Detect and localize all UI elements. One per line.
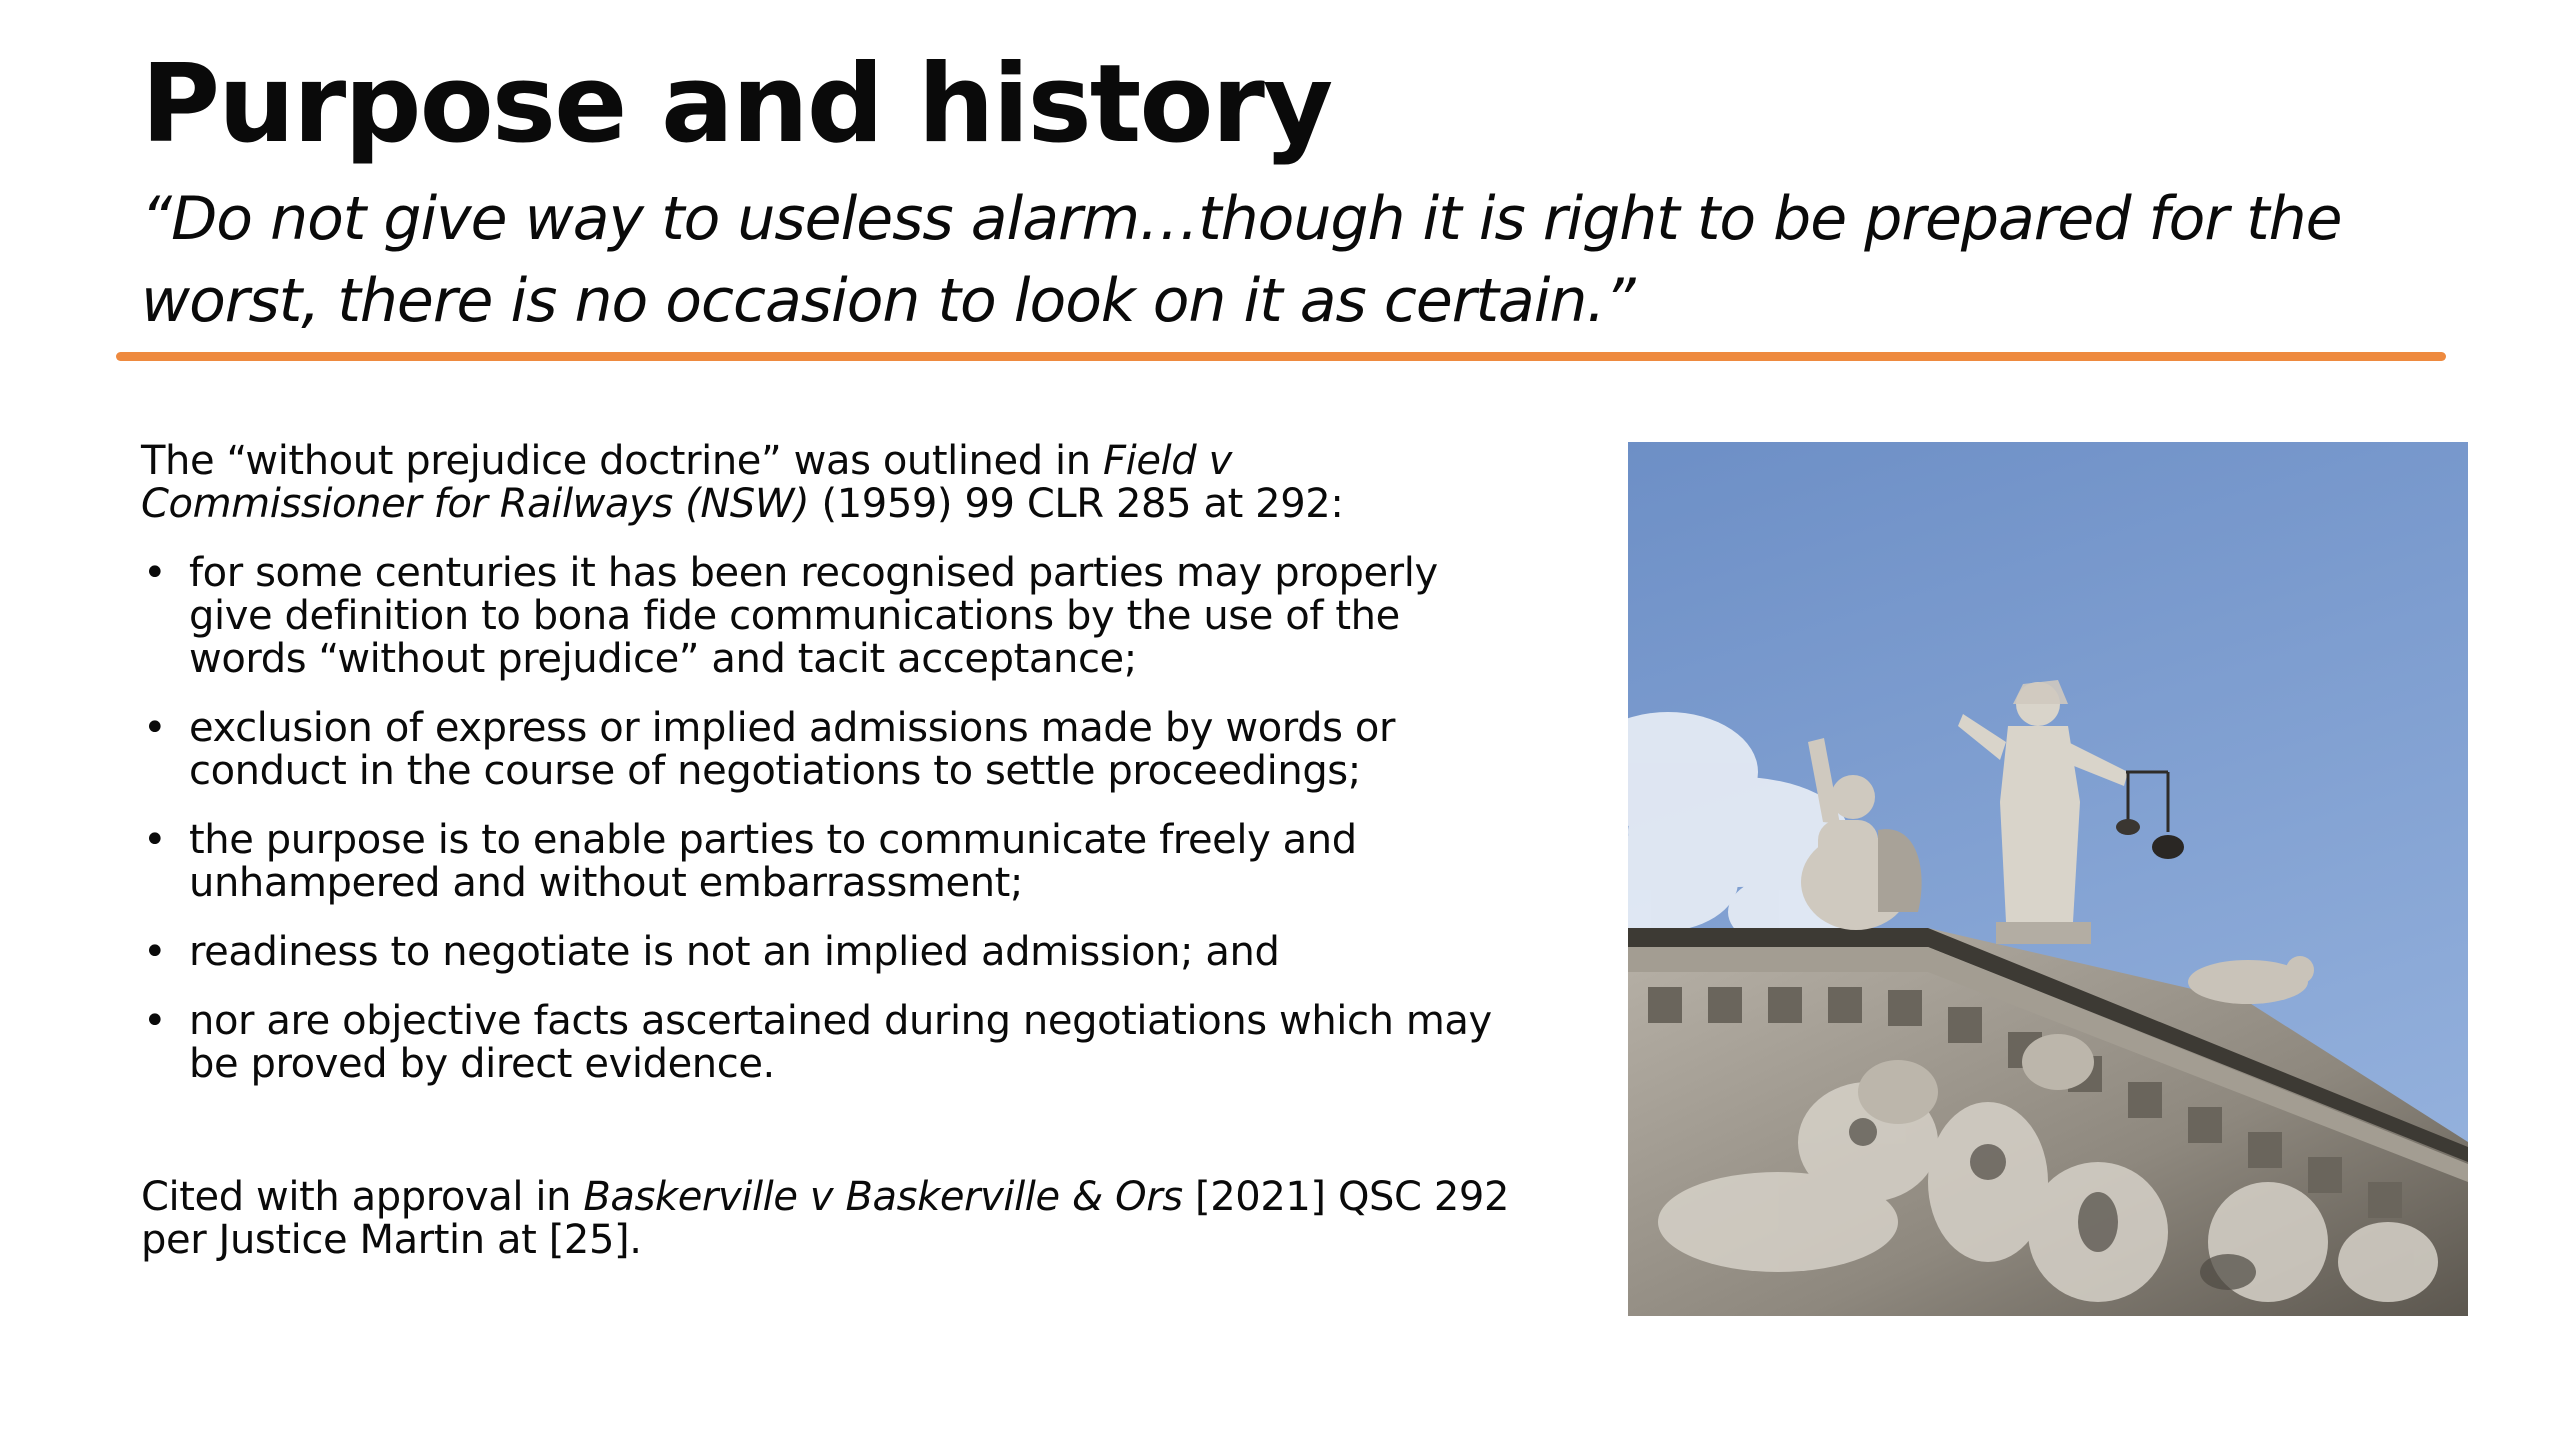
- slide-quote: [141, 178, 2471, 342]
- bullet-item: [141, 819, 1521, 905]
- quote-line-1: “Do not give way to useless alarm…though it is right to be prepared for the: [141, 184, 2342, 254]
- intro-text-2: (1959) 99 CLR 285 at 292:: [809, 481, 1344, 527]
- cited-text-2: [2021] QSC 292 per Justice Martin at [25].: [141, 1174, 1510, 1263]
- bullet-text: for some centuries it has been recognised parties may properly give definition to bona fide communications by the use of the words “without prejudice” and tacit acceptance;: [189, 550, 1438, 682]
- justice-statue-photo: [1628, 442, 2468, 1316]
- bullet-icon: •: [143, 817, 167, 863]
- bullet-icon: •: [143, 929, 167, 975]
- bullet-item: [141, 552, 1521, 681]
- bullet-icon: •: [143, 998, 167, 1044]
- body-text: [141, 440, 1521, 1262]
- bullet-icon: •: [143, 705, 167, 751]
- bullet-item: [141, 1000, 1521, 1086]
- justice-statue-image: [1628, 442, 2468, 1316]
- orange-divider: [116, 352, 2446, 361]
- cited-case-name: Baskerville v Baskerville & Ors: [583, 1174, 1183, 1220]
- bullet-item: [141, 931, 1521, 974]
- cited-paragraph: [141, 1176, 1521, 1262]
- intro-paragraph: [141, 440, 1521, 526]
- bullet-text: readiness to negotiate is not an implied admission; and: [189, 929, 1280, 975]
- bullet-icon: •: [143, 550, 167, 596]
- bullet-text: exclusion of express or implied admissions made by words or conduct in the course of negotiations to settle proceedings;: [189, 705, 1395, 794]
- bullet-text: the purpose is to enable parties to communicate freely and unhampered and without embarrassment;: [189, 817, 1357, 906]
- quote-line-2: worst, there is no occasion to look on it as certain.”: [141, 266, 1635, 336]
- intro-case-name: Field v Commissioner for Railways (NSW): [141, 438, 1232, 527]
- bullet-text: nor are objective facts ascertained during negotiations which may be proved by direct evidence.: [189, 998, 1492, 1087]
- bullet-item: [141, 707, 1521, 793]
- bullet-list: [141, 552, 1521, 1086]
- slide-title: Purpose and history: [141, 42, 1332, 167]
- intro-text-1: The “without prejudice doctrine” was outlined in: [141, 438, 1104, 484]
- cited-text-1: Cited with approval in: [141, 1174, 584, 1220]
